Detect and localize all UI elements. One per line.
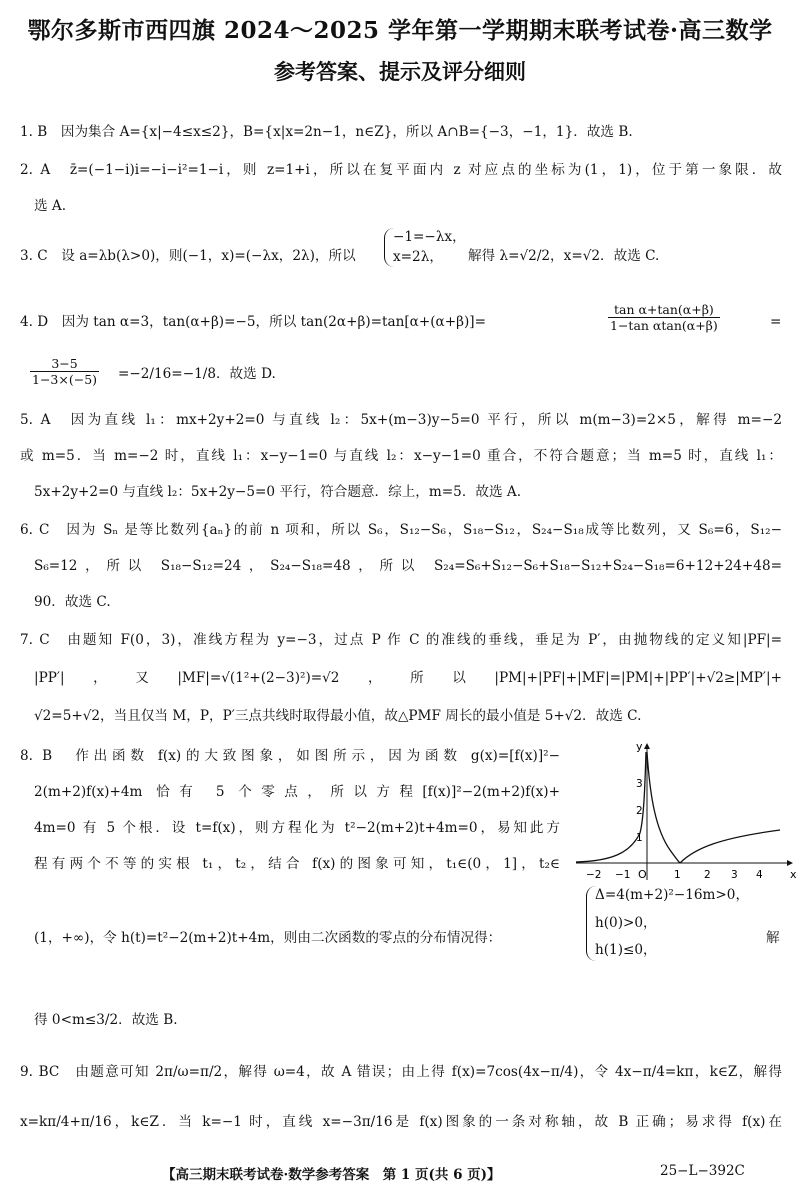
graph-x-tick: 4 — [756, 869, 763, 881]
graph-x-tick: −1 — [615, 869, 631, 881]
page-footer: 【高三期末联考试卷·数学参考答案 第 1 页(共 6 页)】 — [162, 1167, 501, 1183]
answer-2-line-1: 2. A z̄=(−1−i)i=−i−i²=1−i，则 z=1+i，所以在复平面内 z 对应点的坐标为(1，1)，位于第一象限．故 — [20, 162, 782, 178]
answer-4-fraction-1 — [608, 302, 720, 333]
graph-y-tick: 2 — [636, 805, 643, 817]
answer-3-lead: 3. C 设 a=λb(λ>0)，则(−1，x)=(−λx，2λ)，所以 — [20, 248, 356, 264]
answer-8-line-6: 得 0<m≤3/2．故选 B. — [34, 1012, 178, 1028]
answer-8-line-5: (1，+∞)，令 h(t)=t²−2(m+2)t+4m，则由二次函数的零点的分布情况得： — [34, 930, 502, 946]
answer-8-ineq-3: h(1)≤0， — [595, 942, 657, 959]
answer-8-inequality-system — [586, 886, 749, 961]
graph-y-tick: 1 — [636, 832, 643, 844]
answer-1-line-1: 1. B 因为集合 A={x|−4≤x≤2}，B={x|x=2n−1，n∈Z}，所以 A∩B={−3，−1，1}．故选 B. — [20, 124, 633, 140]
answer-4-fraction-2-denominator: 1−3×(−5) — [32, 372, 98, 387]
graph-origin-label: O — [638, 868, 647, 881]
answer-4-tail: =−2/16=−1/8．故选 D. — [118, 366, 276, 382]
answer-3-eq-1: −1=−λx， — [393, 229, 466, 245]
answer-5-line-3: 5x+2y+2=0 与直线 l₂：5x+2y−5=0 平行，符合题意．综上，m=5．故选 A. — [34, 484, 522, 500]
answer-8-line-3: 4m=0 有 5 个根．设 t=f(x)，则方程化为 t²−2(m+2)t+4m=0，易知此方 — [34, 820, 560, 836]
answer-5-line-2: 或 m=5．当 m=−2 时，直线 l₁：x−y−1=0 与直线 l₂：x−y−1=0 重合，不符合题意；当 m=5 时，直线 l₁： — [20, 448, 782, 464]
answer-6-line-3: 90．故选 C. — [34, 594, 111, 610]
graph-y-label: y — [636, 740, 643, 753]
page-subtitle: 参考答案、提示及评分细则 — [274, 59, 526, 84]
graph-x-tick: −2 — [586, 869, 602, 881]
answer-4-fraction-1-numerator: tan α+tan(α+β) — [608, 302, 720, 318]
answer-6-line-1: 6. C 因为 Sₙ 是等比数列{aₙ}的前 n 项和，所以 S₆，S₁₂−S₆，S₁₈−S₁₂，S₂₄−S₁₈成等比数列，又 S₆=6，S₁₂− — [20, 522, 782, 538]
graph-y-tick: 3 — [636, 778, 643, 790]
answer-8-line-4: 程有两个不等的实根 t₁，t₂，结合 f(x)的图象可知，t₁∈(0，1]，t₂∈ — [34, 856, 560, 872]
answer-7-line-2: |PP′|，又|MF|=√(1²+(2−3)²)=√2，所以|PM|+|PF|+|MF|=|PM|+|PP′|+√2≥|MP′|+ — [34, 670, 782, 686]
answer-8-line-1: 8. B 作出函数 f(x)的大致图象，如图所示，因为函数 g(x)=[f(x)]²− — [20, 748, 560, 764]
answer-3-eq-2: x=2λ， — [393, 248, 443, 265]
answer-7-line-1: 7. C 由题知 F(0，3)，准线方程为 y=−3，过点 P 作 C 的准线的垂线，垂足为 P′，由抛物线的定义知|PF|= — [20, 632, 782, 648]
answer-4-fraction-2-numerator: 3−5 — [30, 356, 99, 372]
graph-x-tick: 2 — [704, 869, 711, 881]
graph-x-tick: 3 — [731, 869, 738, 881]
answer-4-fraction-2 — [30, 356, 99, 387]
answer-3-tail: 解得 λ=√2/2，x=√2．故选 C. — [468, 248, 660, 264]
answer-5-line-1: 5. A 因为直线 l₁：mx+2y+2=0 与直线 l₂：5x+(m−3)y−5=0 平行，所以 m(m−3)=2×5，解得 m=−2 — [20, 412, 782, 428]
answer-2-line-2: 选 A. — [34, 198, 67, 214]
page-title: 鄂尔多斯市西四旗 2024～2025 学年第一学期期末联考试卷·高三数学 — [27, 17, 773, 44]
answer-8-solve-word: 解 — [766, 930, 780, 946]
exam-code: 25−L−392C — [660, 1163, 745, 1179]
graph-x-label: x — [790, 868, 797, 881]
answer-4-equals: = — [770, 314, 782, 330]
answer-8-ineq-1: Δ=4(m+2)²−16m>0， — [595, 887, 750, 903]
answer-4-lead: 4. D 因为 tan α=3，tan(α+β)=−5，所以 tan(2α+β)=tan[α+(α+β)]= — [20, 314, 486, 330]
graph-x-tick: 1 — [674, 869, 681, 881]
answer-6-line-2: S₆=12，所以 S₁₈−S₁₂=24，S₂₄−S₁₈=48，所以 S₂₄=S₆+S₁₂−S₆+S₁₈−S₁₂+S₂₄−S₁₈=6+12+24+48= — [34, 558, 782, 574]
answer-8-ineq-2: h(0)>0， — [595, 914, 657, 931]
answer-3-equation-system — [384, 228, 466, 267]
answer-7-line-3: √2=5+√2，当且仅当 M，P，P′三点共线时取得最小值，故△PMF 周长的最小值是 5+√2．故选 C. — [34, 708, 642, 724]
answer-4-fraction-1-denominator: 1−tan αtan(α+β) — [610, 318, 718, 333]
answer-9-line-1: 9. BC 由题意可知 2π/ω=π/2，解得 ω=4，故 A 错误；由上得 f(x)=7cos(4x−π/4)，令 4x−π/4=kπ，k∈Z，解得 — [20, 1064, 782, 1080]
answer-9-line-2: x=kπ/4+π/16，k∈Z．当 k=−1 时，直线 x=−3π/16是 f(x)图象的一条对称轴，故 B 正确；易求得 f(x)在 — [20, 1114, 782, 1130]
function-graph — [570, 738, 800, 884]
answer-8-line-2: 2(m+2)f(x)+4m 恰有 5 个零点，所以方程[f(x)]²−2(m+2)f(x)+ — [34, 784, 560, 800]
